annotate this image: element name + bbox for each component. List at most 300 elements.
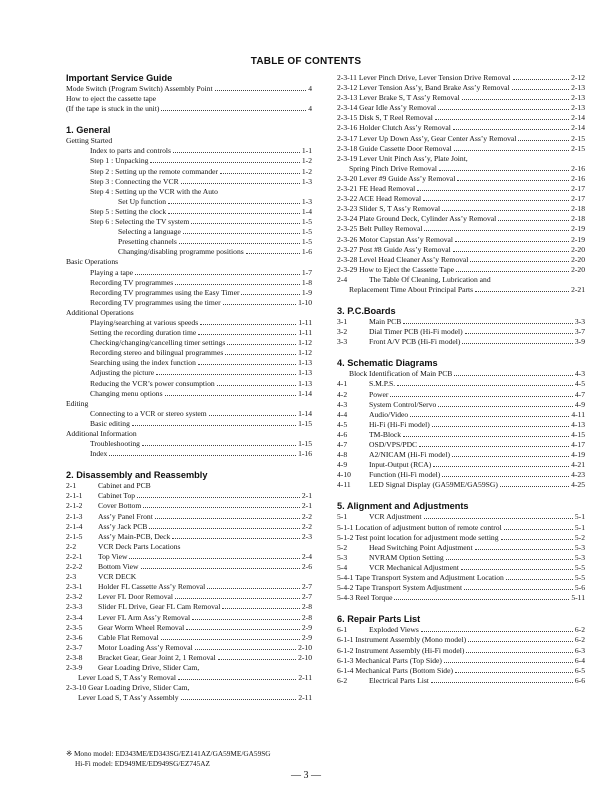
dot-leader [442, 476, 569, 477]
entry-number: 2-3-9 [66, 662, 83, 672]
page-ref: 2-21 [571, 284, 585, 294]
toc-entry [66, 94, 312, 104]
toc-entry [66, 633, 312, 643]
toc-entry [337, 625, 585, 635]
toc-entry [66, 328, 312, 338]
toc-entry [337, 245, 585, 255]
page-ref: 2-7 [301, 592, 312, 602]
entry-number: 6-1-4 [337, 665, 354, 675]
page-ref: 2-16 [571, 173, 585, 183]
entry-title: Gear Worm Wheel Removal [98, 622, 185, 632]
dot-leader [504, 529, 573, 530]
entry-title: Bottom View [98, 562, 139, 572]
dot-leader [198, 364, 296, 365]
dot-leader [227, 344, 296, 345]
toc-entry [66, 217, 312, 227]
page-ref: 6-5 [574, 665, 585, 675]
entry-title: Step 4 : Setting up the VCR with the Auto [90, 186, 218, 196]
dot-leader [452, 456, 569, 457]
entry-title: Ass’y Jack PCB [98, 521, 148, 531]
entry-title: Location of adjustment button of remote control [355, 522, 502, 532]
section-heading [337, 358, 585, 369]
entry-title: Adjusting the picture [90, 368, 155, 378]
page-ref: 4 [308, 104, 312, 114]
dot-leader [455, 241, 569, 242]
entry-number: 2-3-28 [337, 254, 358, 264]
entry-title: Tape Transport System and Adjustment Location [355, 573, 504, 583]
entry-number: 2-3-20 [337, 173, 358, 183]
entry-number: 5-1-2 [337, 532, 354, 542]
entry-title: Lever #9 Guide Ass’y Removal [359, 173, 456, 183]
entry-title: Power [369, 389, 389, 399]
toc-entry [66, 379, 312, 389]
toc-entry [337, 533, 585, 543]
entry-title: Lever Up Down Ass’y, Gear Center Ass’y Removal [359, 133, 517, 143]
page-ref: 2-7 [301, 582, 312, 592]
dot-leader [141, 568, 300, 569]
page-ref: 2-11 [298, 673, 312, 683]
toc-entry [337, 440, 585, 450]
entry-number: 2-3-4 [66, 612, 83, 622]
page-ref: 1-13 [298, 368, 312, 378]
page-ref: 2-19 [571, 234, 585, 244]
page-ref: 5-3 [574, 542, 585, 552]
dot-leader [417, 190, 569, 191]
entry-title: Basic Operations [66, 257, 119, 267]
page-ref: 2-13 [571, 83, 585, 93]
entry-number: 3-1 [337, 317, 348, 327]
entry-title: Set Up function [118, 196, 167, 206]
dot-leader [209, 415, 296, 416]
toc-entry [66, 449, 312, 459]
entry-title: Guide Cassette Door Removal [359, 143, 452, 153]
entry-number: 2-3-12 [337, 83, 358, 93]
dot-leader [198, 334, 296, 335]
entry-title: Lever Load S, T Ass’y Removal [78, 673, 177, 683]
entry-title: Front A/V PCB (Hi-Fi model) [369, 337, 461, 347]
dot-leader [142, 445, 296, 446]
dot-leader [155, 518, 300, 519]
page-ref: 2-1 [301, 491, 312, 501]
page-ref: 6-6 [574, 675, 585, 685]
dot-leader [435, 119, 569, 120]
dot-leader [455, 672, 573, 673]
toc-entry [337, 583, 585, 593]
toc-entry [66, 602, 312, 612]
dot-leader [454, 150, 569, 151]
entry-number: 2-3-11 [337, 73, 357, 82]
page-ref: 6-4 [574, 655, 585, 665]
toc-entry [337, 224, 585, 234]
section-heading [66, 125, 312, 136]
dot-leader [433, 466, 569, 467]
page-ref: 2-11 [298, 693, 312, 703]
toc-entry [66, 562, 312, 572]
toc-entry [66, 318, 312, 328]
toc-entry [337, 214, 585, 224]
entry-number: 4-3 [337, 399, 348, 409]
entry-title: Belt Pulley Removal [359, 224, 423, 234]
page-ref: 1-12 [298, 348, 312, 358]
toc-entry [337, 635, 585, 645]
page-ref: 2-18 [571, 204, 585, 214]
dot-leader [442, 210, 569, 211]
entry-number: 2-2 [66, 541, 77, 551]
page-ref: 2-20 [571, 264, 585, 274]
entry-title: Additional Information [66, 429, 137, 438]
page-ref: 2-3 [301, 531, 312, 541]
entry-number: 2-1-4 [66, 521, 83, 531]
entry-title: Recording stereo and bilingual programmes [90, 348, 224, 358]
toc-entry [66, 501, 312, 511]
page-ref: 2-9 [301, 632, 312, 642]
toc-entry [66, 409, 312, 419]
entry-title: Bracket Gear, Gear Joint 2, 1 Removal [98, 652, 216, 662]
toc-entry [337, 93, 585, 103]
dot-leader [456, 271, 569, 272]
entry-title: Cable Flat Removal [98, 632, 159, 642]
toc-entry [66, 104, 312, 114]
entry-title: Lever Brake S, T Ass’y Removal [359, 93, 460, 103]
page-ref: 4-9 [574, 399, 585, 409]
entry-number: 2-1-1 [66, 491, 83, 501]
entry-title: Lever Load S, T Ass’y Assembly [78, 693, 179, 703]
footnote-mono: ※ Mono model: ED343ME/ED343SG/EZ141AZ/GA59ME/GA59SG [66, 749, 271, 758]
page-ref: 5-6 [574, 583, 585, 593]
toc-entry [337, 512, 585, 522]
page-ref: 2-8 [301, 602, 312, 612]
dot-leader [397, 385, 573, 386]
page-ref: 1-3 [301, 176, 312, 186]
toc-right-column [337, 73, 585, 686]
entry-title: Playing/searching at various speeds [90, 317, 199, 327]
page-ref: 2-9 [301, 622, 312, 632]
toc-entry [66, 156, 312, 166]
dot-leader [424, 518, 573, 519]
dot-leader [161, 639, 300, 640]
entry-title: Replacement Time About Principal Parts [349, 284, 474, 294]
dot-leader [186, 629, 300, 630]
dot-leader [446, 559, 573, 560]
dot-leader [454, 375, 573, 376]
page-ref: 5-5 [574, 573, 585, 583]
page-ref: 1-15 [298, 439, 312, 449]
entry-title: Step 6 : Selecting the TV system [90, 217, 190, 227]
toc-entry [66, 146, 312, 156]
toc-entry [337, 410, 585, 420]
entry-title: Step 5 : Setting the clock [90, 206, 167, 216]
entry-title: Top View [98, 551, 128, 561]
entry-number: 2-3-14 [337, 103, 358, 113]
page-ref: 2-2 [301, 511, 312, 521]
entry-title: Mechanical Parts (Top Side) [355, 655, 442, 665]
entry-title: Gear Loading Drive, Slider Cam, [98, 662, 200, 672]
page-ref: 4-23 [571, 470, 585, 480]
toc-entry [337, 144, 585, 154]
page-ref: 1-13 [298, 358, 312, 368]
toc-entry [337, 420, 585, 430]
entry-number: 5-3 [337, 552, 348, 562]
entry-title: Head Switching Point Adjustment [369, 542, 473, 552]
entry-title: Index [90, 449, 108, 459]
entry-title: Level Head Cleaner Ass’y Removal [359, 254, 469, 264]
dot-leader [149, 528, 300, 529]
dot-leader [132, 425, 296, 426]
dot-leader [192, 619, 300, 620]
dot-leader [470, 261, 569, 262]
page-ref: 1-13 [298, 378, 312, 388]
toc-entry [66, 653, 312, 663]
entry-title: Post #8 Guide Ass’y Removal [359, 244, 451, 254]
page-ref: 5-3 [574, 552, 585, 562]
entry-title: Audio/Video [369, 409, 409, 419]
page-ref: 4-19 [571, 450, 585, 460]
toc-entry [66, 358, 312, 368]
entry-title: Block Identification of Main PCB [349, 369, 453, 379]
entry-number: 5-4-1 [337, 573, 354, 583]
entry-number: 2-3-25 [337, 224, 358, 234]
entry-title: Exploded Views [369, 625, 419, 635]
entry-number: 4-2 [337, 389, 348, 399]
entry-number: 2-3-13 [337, 93, 358, 103]
toc-entry [337, 460, 585, 470]
entry-number: 2-3-19 [337, 153, 358, 163]
entry-title: Step 2 : Setting up the remote commander [90, 166, 219, 176]
entry-title: Lever Tension Ass’y, Band Brake Ass’y Removal [359, 83, 510, 93]
page-ref: 1-5 [301, 237, 312, 247]
toc-entry [337, 123, 585, 133]
entry-number: 3-2 [337, 327, 348, 337]
entry-number: 6-1-3 [337, 655, 354, 665]
toc-entry [337, 400, 585, 410]
toc-entry [337, 379, 585, 389]
entry-title: Recording TV programmes [90, 277, 174, 287]
toc-entry [337, 430, 585, 440]
dot-leader [246, 253, 300, 254]
dot-leader [191, 223, 300, 224]
page-ref: 2-20 [571, 244, 585, 254]
toc-left-column [66, 73, 312, 703]
dot-leader [143, 507, 300, 508]
page-number: — 3 — [291, 770, 321, 781]
page-ref: 6-2 [574, 635, 585, 645]
entry-number: 2-3-18 [337, 143, 358, 153]
dot-leader [175, 284, 300, 285]
entry-title: A2/NICAM (Hi-Fi model) [369, 450, 450, 460]
entry-title: Troubleshooting [90, 439, 140, 449]
entry-title: Lever Pinch Drive, Lever Tension Drive Removal [358, 73, 511, 82]
entry-number: 2-3-23 [337, 204, 358, 214]
page-ref: 2-15 [571, 143, 585, 153]
toc-entry [337, 646, 585, 656]
entry-number: 4-5 [337, 419, 348, 429]
entry-title: Function (Hi-Fi model) [369, 470, 441, 480]
entry-number: 2-3-21 [337, 184, 358, 194]
entry-title: Step 1 : Unpacking [90, 156, 149, 166]
section-heading [66, 470, 312, 481]
entry-title: Slider FL Drive, Gear FL Cam Removal [98, 602, 221, 612]
toc-entry [66, 512, 312, 522]
dot-leader [207, 588, 300, 589]
section-heading [337, 306, 585, 317]
toc-entry [66, 572, 312, 582]
toc-entry [337, 593, 585, 603]
dot-leader [518, 140, 569, 141]
toc-entry [66, 429, 312, 439]
page-ref: 1-11 [298, 317, 312, 327]
entry-title: Basic editing [90, 418, 130, 428]
entry-title: Disk S, T Reel Removal [359, 113, 433, 123]
dot-leader [195, 649, 296, 650]
dot-leader [168, 203, 300, 204]
toc-entry [66, 399, 312, 409]
toc-entry [66, 338, 312, 348]
toc-entry [66, 481, 312, 491]
toc-entry [337, 450, 585, 460]
entry-number: 4-9 [337, 460, 348, 470]
toc-entry [337, 204, 585, 214]
entry-title: Hi-Fi (Hi-Fi model) [369, 419, 430, 429]
toc-entry [337, 317, 585, 327]
dot-leader [156, 374, 296, 375]
toc-entry [66, 84, 312, 94]
dot-leader [468, 641, 573, 642]
entry-title: Recording TV programmes using the Easy Timer [90, 287, 240, 297]
toc-entry [66, 187, 312, 197]
entry-number: 2-3 [66, 572, 77, 582]
toc-entry [337, 563, 585, 573]
entry-title: Connecting to a VCR or stereo system [90, 408, 207, 418]
toc-entry [337, 83, 585, 93]
entry-number: 5-4-2 [337, 583, 354, 593]
page-ref: 3-9 [574, 337, 585, 347]
section-heading-label: 4. Schematic Diagrams [337, 358, 438, 369]
toc-entry [337, 184, 585, 194]
page-ref: 3-3 [574, 317, 585, 327]
toc-entry [66, 613, 312, 623]
entry-title: Presetting channels [118, 237, 177, 247]
page-ref: 2-14 [571, 113, 585, 123]
entry-title: Recording TV programmes using the timer [90, 297, 221, 307]
toc-entry [337, 154, 585, 164]
dot-leader [457, 180, 569, 181]
dot-leader [500, 486, 569, 487]
dot-leader [223, 304, 296, 305]
entry-title: Lever Unit Pinch Ass’y, Plate Joint, [359, 153, 468, 163]
toc-entry [66, 623, 312, 633]
entry-title: Lever FL Door Removal [98, 592, 174, 602]
entry-number: 2-3-8 [66, 652, 83, 662]
entry-title: Slider S, T Ass’y Removal [359, 204, 441, 214]
toc-entry [66, 257, 312, 267]
dot-leader [461, 569, 573, 570]
page-ref: 2-13 [571, 93, 585, 103]
dot-leader [390, 396, 572, 397]
page-ref: 5-2 [574, 532, 585, 542]
page-ref: 2-10 [298, 642, 312, 652]
toc-entry [337, 676, 585, 686]
page-ref: 4-3 [574, 369, 585, 379]
page-ref: 2-20 [571, 254, 585, 264]
dot-leader [161, 110, 306, 111]
entry-number: 2-3-16 [337, 123, 358, 133]
dot-leader [475, 291, 569, 292]
toc-entry [66, 522, 312, 532]
page-ref: 1-11 [298, 328, 312, 338]
entry-title: VCR Adjustment [369, 512, 422, 522]
page-ref: 4-7 [574, 389, 585, 399]
entry-title: S.M.P.S. [369, 379, 396, 389]
toc-entry [66, 247, 312, 257]
toc-entry [337, 327, 585, 337]
entry-title: VCR Mechanical Adjustment [369, 562, 459, 572]
dot-leader [410, 416, 569, 417]
toc-entry [66, 298, 312, 308]
toc-entry [66, 582, 312, 592]
entry-title: Holder Clutch Ass’y Removal [359, 123, 451, 133]
entry-title: Lever FL Arm Ass’y Removal [98, 612, 191, 622]
dot-leader [432, 426, 569, 427]
toc-entry [337, 113, 585, 123]
entry-number: 2-3-17 [337, 133, 358, 143]
entry-title: Searching using the index function [90, 358, 196, 368]
entry-number: 4-10 [337, 470, 351, 480]
dot-leader [462, 343, 572, 344]
page-ref: 5-5 [574, 562, 585, 572]
page-ref: 1-6 [301, 247, 312, 257]
dot-leader [241, 294, 299, 295]
entry-title: Cover Bottom [98, 501, 142, 511]
entry-title: FE Head Removal [359, 184, 416, 194]
page-ref: 6-3 [574, 645, 585, 655]
page-ref: 2-16 [571, 163, 585, 173]
entry-title: Ass’y Panel Front [98, 511, 153, 521]
entry-title: Index to parts and controls [90, 146, 171, 156]
page-ref: 5-1 [574, 522, 585, 532]
page-ref: 1-14 [298, 388, 312, 398]
entry-title: Cabinet Top [98, 491, 136, 501]
entry-number: 2-1 [66, 481, 77, 491]
toc-entry [337, 174, 585, 184]
footnote-hifi: Hi-Fi model: ED949ME/ED949SG/EZ745AZ [75, 758, 210, 768]
toc-entry [337, 164, 585, 174]
page-ref: 1-8 [301, 277, 312, 287]
dot-leader [453, 129, 569, 130]
toc-entry [337, 285, 585, 295]
entry-title: Changing menu options [90, 388, 163, 398]
section-heading-label: 2. Disassembly and Reassembly [66, 470, 208, 481]
entry-number: 4-6 [337, 429, 348, 439]
toc-entry [66, 439, 312, 449]
entry-number: 2-3-1 [66, 582, 83, 592]
toc-entry [66, 136, 312, 146]
dot-leader [225, 354, 296, 355]
entry-number: 5-4 [337, 562, 348, 572]
entry-title: Additional Operations [66, 307, 134, 317]
toc-entry [337, 390, 585, 400]
dot-leader [168, 213, 300, 214]
page-ref: 2-14 [571, 123, 585, 133]
page-ref: 4 [308, 84, 312, 93]
entry-number: 2-3-29 [337, 264, 358, 274]
toc-entry [337, 255, 585, 265]
dot-leader [220, 173, 300, 174]
toc-entry [337, 480, 585, 490]
toc-entry [66, 288, 312, 298]
entry-number: 5-2 [337, 542, 348, 552]
toc-entry [66, 227, 312, 237]
entry-number: 4-1 [337, 379, 348, 389]
